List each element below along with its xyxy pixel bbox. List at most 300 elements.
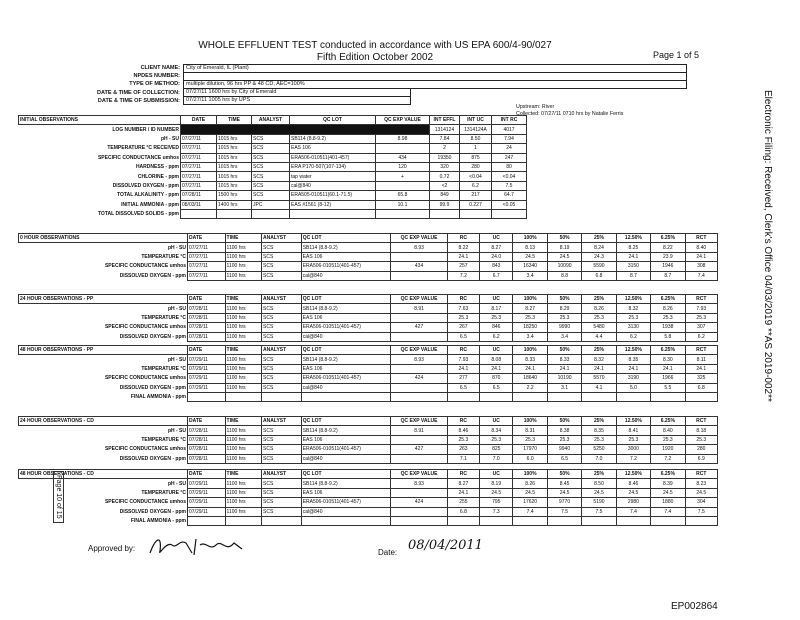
signature-image — [146, 531, 266, 561]
cell-value: 2 — [430, 144, 460, 153]
cell-value: 3190 — [616, 374, 650, 383]
column-header: 48 HOUR OBSERVATIONS - PP — [19, 346, 188, 355]
column-header: 25% — [582, 295, 616, 304]
column-header: 100% — [513, 234, 547, 243]
document-id: EP002864 — [671, 601, 718, 612]
cell-value: 1938 — [651, 323, 685, 332]
report-title — [140, 40, 610, 64]
column-header: RC — [447, 417, 479, 426]
cell-value: ERA506-010511(401-457) — [301, 498, 391, 507]
column-header: 6.25% — [651, 234, 685, 243]
cell-value: 3000 — [616, 445, 650, 454]
column-header: RC — [447, 470, 479, 479]
cell-value: 3.4 — [547, 332, 581, 341]
cell-value — [376, 209, 430, 218]
column-header: RCT — [685, 346, 717, 355]
cell-value: 6.5 — [447, 383, 479, 392]
column-header: QC EXP VALUE — [391, 346, 447, 355]
cell-value: 8.26 — [651, 304, 685, 313]
column-header: ANALYST — [262, 417, 302, 426]
cell-value: 8.08 — [480, 355, 513, 364]
cell-value: 6.8 — [685, 383, 717, 392]
row-label: DISSOLVED OXYGEN - ppm — [119, 508, 186, 515]
cell-value: 1015 hrs — [217, 162, 252, 171]
cell-value: 6.5 — [480, 383, 513, 392]
header-row — [19, 234, 718, 243]
cell-value: cal@840 — [301, 507, 391, 516]
cell-value: 2.2 — [513, 383, 547, 392]
table-row — [19, 191, 527, 200]
info-value: 07/27/11 1005 hrs by UPS — [183, 96, 411, 105]
cell-value: 7.4 — [651, 507, 685, 516]
cell-value: 8.11 — [685, 355, 717, 364]
column-header: RC — [447, 234, 479, 243]
cell-value — [391, 383, 447, 392]
row-label: TEMPERATURE °C — [141, 489, 186, 496]
cell-value: 24.3 — [582, 252, 616, 261]
cd-24hr-table — [18, 416, 718, 464]
cell-value: 07/28/11 — [188, 426, 226, 435]
cell-value: 25.3 — [582, 435, 616, 444]
row-label: TEMPERATURE °C — [141, 253, 186, 260]
column-header: QC LOT — [301, 470, 391, 479]
cell-value: 8.19 — [547, 243, 581, 252]
header-row — [19, 346, 718, 355]
cell-value: 5590 — [582, 262, 616, 271]
cell-value: 07/27/11 — [188, 271, 226, 280]
cell-value: 8.46 — [616, 479, 650, 488]
cell-value: 434 — [391, 262, 447, 271]
cell-value: 6.7 — [480, 271, 513, 280]
cell-value: 24.1 — [447, 252, 479, 261]
cell-value: 24.1 — [547, 364, 581, 373]
cell-value: 8.35 — [616, 355, 650, 364]
cell-value: 8.41 — [616, 426, 650, 435]
cell-value: 8.50 — [460, 134, 492, 143]
cell-value: 25.3 — [513, 313, 547, 322]
cell-value: 304 — [685, 498, 717, 507]
column-header: ANALYST — [262, 234, 302, 243]
cell-value: 3.4 — [513, 332, 547, 341]
cell-value: 24.0 — [480, 252, 513, 261]
cell-value: 25.3 — [547, 435, 581, 444]
cell-value: 07/28/11 — [188, 323, 226, 332]
cell-value: EAS 106 — [290, 144, 376, 153]
cell-value: 1100 hrs — [225, 364, 262, 373]
row-label: pH - SU — [167, 244, 186, 251]
cell-value: 17620 — [513, 498, 547, 507]
column-header: 48 HOUR OBSERVATIONS - CD — [19, 470, 188, 479]
cell-value: 8.22 — [447, 243, 479, 252]
cell-value: 308 — [685, 262, 717, 271]
cell-value — [582, 392, 616, 401]
cell-value: 120 — [376, 162, 430, 171]
cell-value: SCS — [262, 507, 302, 516]
row-label: TEMPERATURE °C — [141, 365, 186, 372]
table-row — [19, 153, 527, 162]
cell-value: SCS — [252, 172, 290, 181]
cell-value: SCS — [262, 323, 302, 332]
cell-value: 1100 hrs — [225, 271, 262, 280]
cell-value: 6.2 — [685, 332, 717, 341]
cell-value: 257 — [447, 262, 479, 271]
column-header: UC — [480, 234, 513, 243]
cell-value: 07/28/11 — [188, 435, 226, 444]
cell-value: 8.23 — [685, 479, 717, 488]
cell-value: 9990 — [547, 323, 581, 332]
table-row — [19, 243, 718, 252]
cell-value: 24.5 — [582, 488, 616, 497]
table-row — [19, 200, 527, 209]
cell-value: SCS — [262, 383, 302, 392]
cell-value: 25.3 — [447, 435, 479, 444]
cell-value: SCS — [252, 191, 290, 200]
cell-value: 25.3 — [480, 313, 513, 322]
table-row — [19, 516, 718, 525]
table-row — [19, 323, 718, 332]
cell-value: 24.1 — [582, 364, 616, 373]
cell-value: 1015 hrs — [217, 134, 252, 143]
cell-value: 4017 — [492, 125, 527, 134]
cell-value — [301, 516, 391, 525]
column-header: 50% — [547, 417, 581, 426]
cell-value: 99.9 — [430, 200, 460, 209]
cell-value: 3150 — [616, 262, 650, 271]
cell-value: SCS — [262, 252, 302, 261]
cell-value: 5.5 — [651, 383, 685, 392]
cell-value — [616, 516, 650, 525]
page-stamp: Page 10 of 15 — [53, 471, 64, 523]
cell-value: 6.8 — [447, 507, 479, 516]
cell-value: 07/28/11 — [188, 304, 226, 313]
column-header: 12.50% — [616, 417, 650, 426]
cell-value: 24.5 — [685, 488, 717, 497]
column-header: QC EXP VALUE — [391, 295, 447, 304]
cell-value: SCS — [262, 498, 302, 507]
column-header: 12.50% — [616, 346, 650, 355]
table-row — [19, 435, 718, 444]
cell-value: SCS — [262, 243, 302, 252]
cell-value: 80 — [492, 162, 527, 171]
cell-value — [460, 209, 492, 218]
column-header: TIME — [217, 116, 252, 125]
cell-value: 8.91 — [391, 426, 447, 435]
cell-value: SCS — [252, 134, 290, 143]
cell-value: 1100 hrs — [225, 313, 262, 322]
cell-value: 8.93 — [391, 243, 447, 252]
cell-value: 8.27 — [480, 243, 513, 252]
table-row — [19, 426, 718, 435]
cell-value: 24.1 — [480, 364, 513, 373]
cell-value: tap water — [290, 172, 376, 181]
table-row — [19, 364, 718, 373]
cell-value: ERA506-010511(401-457) — [301, 445, 391, 454]
cell-value: 1100 hrs — [225, 383, 262, 392]
column-header: 6.25% — [651, 295, 685, 304]
column-header: QC LOT — [301, 234, 391, 243]
cell-value: 07/29/11 — [188, 488, 226, 497]
column-header: QC LOT — [301, 417, 391, 426]
header-row — [19, 116, 527, 125]
cell-value — [480, 516, 513, 525]
column-header: QC EXP VALUE — [391, 470, 447, 479]
info-value: 07/27/11 1600 hrs by City of Emerald — [183, 88, 411, 97]
cell-value: EAS 106 — [301, 435, 391, 444]
cell-value: ERA P170-507(107-134) — [290, 162, 376, 171]
row-label: TOTAL ALKALINITY - ppm — [117, 192, 179, 199]
zero-hour-table — [18, 233, 718, 281]
cell-value: 825 — [480, 445, 513, 454]
cell-value — [225, 516, 262, 525]
cell-value: 10190 — [547, 374, 581, 383]
cell-value — [685, 516, 717, 525]
cell-value: 8.26 — [582, 304, 616, 313]
column-header: 50% — [547, 346, 581, 355]
cell-value: 8.93 — [391, 355, 447, 364]
row-label: TEMPERATURE °C RECEIVED — [107, 145, 179, 152]
cell-value: SCS — [262, 332, 302, 341]
column-header: 100% — [513, 417, 547, 426]
cell-value: 1100 hrs — [225, 435, 262, 444]
column-header: DATE — [188, 346, 226, 355]
signed-date: 08/04/2011 — [408, 538, 483, 553]
cell-value: 16340 — [513, 262, 547, 271]
cell-value: 3130 — [616, 323, 650, 332]
cell-value: 5.0 — [616, 383, 650, 392]
redacted-bar — [181, 125, 430, 134]
cell-value — [301, 392, 391, 401]
cell-value: 1946 — [651, 262, 685, 271]
client-info — [18, 64, 692, 105]
cell-value: 8.35 — [582, 426, 616, 435]
cell-value: 07/27/11 — [181, 181, 217, 190]
row-label: SPECIFIC CONDUCTANCE umhos — [104, 499, 186, 506]
cd-48hr-table — [18, 469, 718, 526]
column-header: QC LOT — [301, 295, 391, 304]
row-label: DISSOLVED OXYGEN - ppm — [119, 384, 186, 391]
cell-value — [376, 144, 430, 153]
column-header: QC EXP VALUE — [376, 116, 430, 125]
cell-value: 7.0 — [582, 454, 616, 463]
cell-value: SCS — [262, 479, 302, 488]
cell-value: + — [376, 172, 430, 181]
cell-value: 24.1 — [651, 364, 685, 373]
cell-value: 5570 — [582, 374, 616, 383]
column-header: UC — [480, 417, 513, 426]
table-row — [19, 181, 527, 190]
cell-value: cal@840 — [301, 454, 391, 463]
upstream-line-2: Collected: 07/27/11 0710 hrs by Natalie Ferris — [516, 111, 624, 117]
column-header: 12.50% — [616, 470, 650, 479]
header-row — [19, 295, 718, 304]
cell-value: 7.0 — [480, 454, 513, 463]
cell-value: <0.05 — [492, 200, 527, 209]
cell-value: SCS — [262, 355, 302, 364]
row-label: HARDNESS - ppm — [135, 164, 179, 171]
cell-value: 07/28/11 — [188, 332, 226, 341]
cell-value: EAS 106 — [301, 364, 391, 373]
cell-value: 8.40 — [651, 426, 685, 435]
cell-value: 7.3 — [480, 507, 513, 516]
column-header: 12.50% — [616, 295, 650, 304]
cell-value: SCS — [252, 162, 290, 171]
cell-value: 8.18 — [685, 426, 717, 435]
cell-value: 25.3 — [480, 435, 513, 444]
row-label: SPECIFIC CONDUCTANCE umhos — [104, 446, 186, 453]
cell-value: 9940 — [547, 445, 581, 454]
cell-value: 25.3 — [616, 313, 650, 322]
column-header: RCT — [685, 417, 717, 426]
cell-value: ERA506-010511(401-457) — [301, 262, 391, 271]
cell-value — [616, 392, 650, 401]
cell-value — [582, 516, 616, 525]
cell-value: 8.38 — [547, 426, 581, 435]
row-label: CHLORINE - ppm — [137, 173, 179, 180]
column-header: TIME — [225, 417, 262, 426]
column-header: RCT — [685, 470, 717, 479]
cell-value: 9770 — [547, 498, 581, 507]
cell-value: 6.2 — [460, 181, 492, 190]
cell-value: cal@840 — [301, 332, 391, 341]
column-header: QC EXP VALUE — [391, 417, 447, 426]
row-label: DISSOLVED OXYGEN - ppm — [119, 272, 186, 279]
pp-48hr-table — [18, 345, 718, 402]
row-label: SPECIFIC CONDUCTANCE umhos — [104, 324, 186, 331]
cell-value: 25.3 — [685, 313, 717, 322]
cell-value — [391, 252, 447, 261]
cell-value: <0.04 — [492, 172, 527, 181]
cell-value: 4.1 — [582, 383, 616, 392]
cell-value: 870 — [480, 374, 513, 383]
cell-value: 1100 hrs — [225, 445, 262, 454]
cell-value — [547, 516, 581, 525]
cell-value: 07/27/11 — [181, 153, 217, 162]
column-header: ANALYST — [262, 470, 302, 479]
cell-value: 1100 hrs — [225, 252, 262, 261]
column-header: 24 HOUR OBSERVATIONS - CD — [19, 417, 188, 426]
column-header: 100% — [513, 295, 547, 304]
cell-value: 07/29/11 — [188, 479, 226, 488]
cell-value: 1015 hrs — [217, 172, 252, 181]
cell-value: 424 — [391, 498, 447, 507]
cell-value: 24.1 — [685, 252, 717, 261]
column-header: 24 HOUR OBSERVATIONS - PP — [19, 295, 188, 304]
cell-value: 5.8 — [651, 332, 685, 341]
cell-value: 7.2 — [651, 454, 685, 463]
row-label: DISSOLVED OXYGEN - ppm — [119, 455, 186, 462]
cell-value: 24.1 — [513, 364, 547, 373]
cell-value — [492, 209, 527, 218]
table-row — [19, 355, 718, 364]
cell-value: SCS — [262, 364, 302, 373]
cell-value: 6.0 — [513, 454, 547, 463]
row-label: pH - SU — [167, 305, 186, 312]
cell-value: 7.5 — [685, 507, 717, 516]
table-row — [19, 392, 718, 401]
table-row — [19, 383, 718, 392]
cell-value: 1100 hrs — [225, 454, 262, 463]
cell-value: 8.8 — [547, 271, 581, 280]
cell-value: 25.3 — [547, 313, 581, 322]
cell-value: 07/28/11 — [188, 445, 226, 454]
cell-value: 24.1 — [447, 364, 479, 373]
column-header: 12.50% — [616, 234, 650, 243]
cell-value: 8.46 — [447, 426, 479, 435]
cell-value — [685, 392, 717, 401]
row-label: DISSOLVED OXYGEN - ppm — [119, 333, 186, 340]
cell-value: 07/29/11 — [188, 498, 226, 507]
info-value: multiple dilution, 96 hrs PP & 48 CD, AEC=100% — [183, 80, 687, 89]
cell-value: 17970 — [513, 445, 547, 454]
cell-value: 8.32 — [616, 304, 650, 313]
cell-value: 07/27/11 — [181, 134, 217, 143]
cell-value: 1314124A — [460, 125, 492, 134]
cell-value: EAS 106 — [301, 313, 391, 322]
cell-value: 1100 hrs — [225, 479, 262, 488]
column-header: DATE — [188, 295, 226, 304]
column-header: TIME — [225, 470, 262, 479]
cell-value: SCS — [262, 454, 302, 463]
cell-value: 1500 hrs — [217, 191, 252, 200]
cell-value: 8.27 — [513, 304, 547, 313]
cell-value: 8.91 — [391, 304, 447, 313]
cell-value — [547, 392, 581, 401]
cell-value: SB114 (8.8-9.2) — [301, 243, 391, 252]
cell-value: 24.1 — [685, 364, 717, 373]
cell-value: 1100 hrs — [225, 488, 262, 497]
column-header: UC — [480, 470, 513, 479]
table-row — [19, 271, 718, 280]
cell-value — [513, 392, 547, 401]
cell-value: 07/27/11 — [181, 162, 217, 171]
table-row — [19, 445, 718, 454]
cell-value: SCS — [262, 445, 302, 454]
cell-value — [391, 507, 447, 516]
cell-value: 07/29/11 — [188, 355, 226, 364]
column-header: UC — [480, 346, 513, 355]
cell-value: 2980 — [616, 498, 650, 507]
cell-value: 7.93 — [685, 304, 717, 313]
cell-value: 875 — [460, 153, 492, 162]
table-row — [19, 507, 718, 516]
cell-value: 4.4 — [582, 332, 616, 341]
cell-value: 8.40 — [685, 243, 717, 252]
cell-value: 10090 — [547, 262, 581, 271]
cell-value: 24.5 — [651, 488, 685, 497]
cell-value: 427 — [391, 445, 447, 454]
info-label: NPDES NUMBER: — [133, 73, 180, 80]
info-value: City of Emerald, IL (Plant) — [183, 64, 687, 73]
cell-value: 8.93 — [391, 479, 447, 488]
row-label: INITIAL AMMONIA - ppm — [121, 201, 179, 208]
cell-value: 24.5 — [513, 488, 547, 497]
cell-value: 07/27/11 — [181, 172, 217, 181]
cell-value: 255 — [447, 498, 479, 507]
column-header: 25% — [582, 234, 616, 243]
info-label: DATE & TIME OF COLLECTION: — [96, 89, 180, 96]
cell-value: 247 — [492, 153, 527, 162]
cell-value: SCS — [262, 313, 302, 322]
column-header: DATE — [188, 470, 226, 479]
cell-value — [262, 516, 302, 525]
cell-value: 0.227 — [460, 200, 492, 209]
cell-value: SB114 (8.8-9.2) — [301, 304, 391, 313]
cell-value: 64.7 — [492, 191, 527, 200]
cell-value: 6.5 — [547, 454, 581, 463]
cell-value: 1920 — [651, 445, 685, 454]
cell-value: 8.30 — [651, 355, 685, 364]
header-row — [19, 470, 718, 479]
